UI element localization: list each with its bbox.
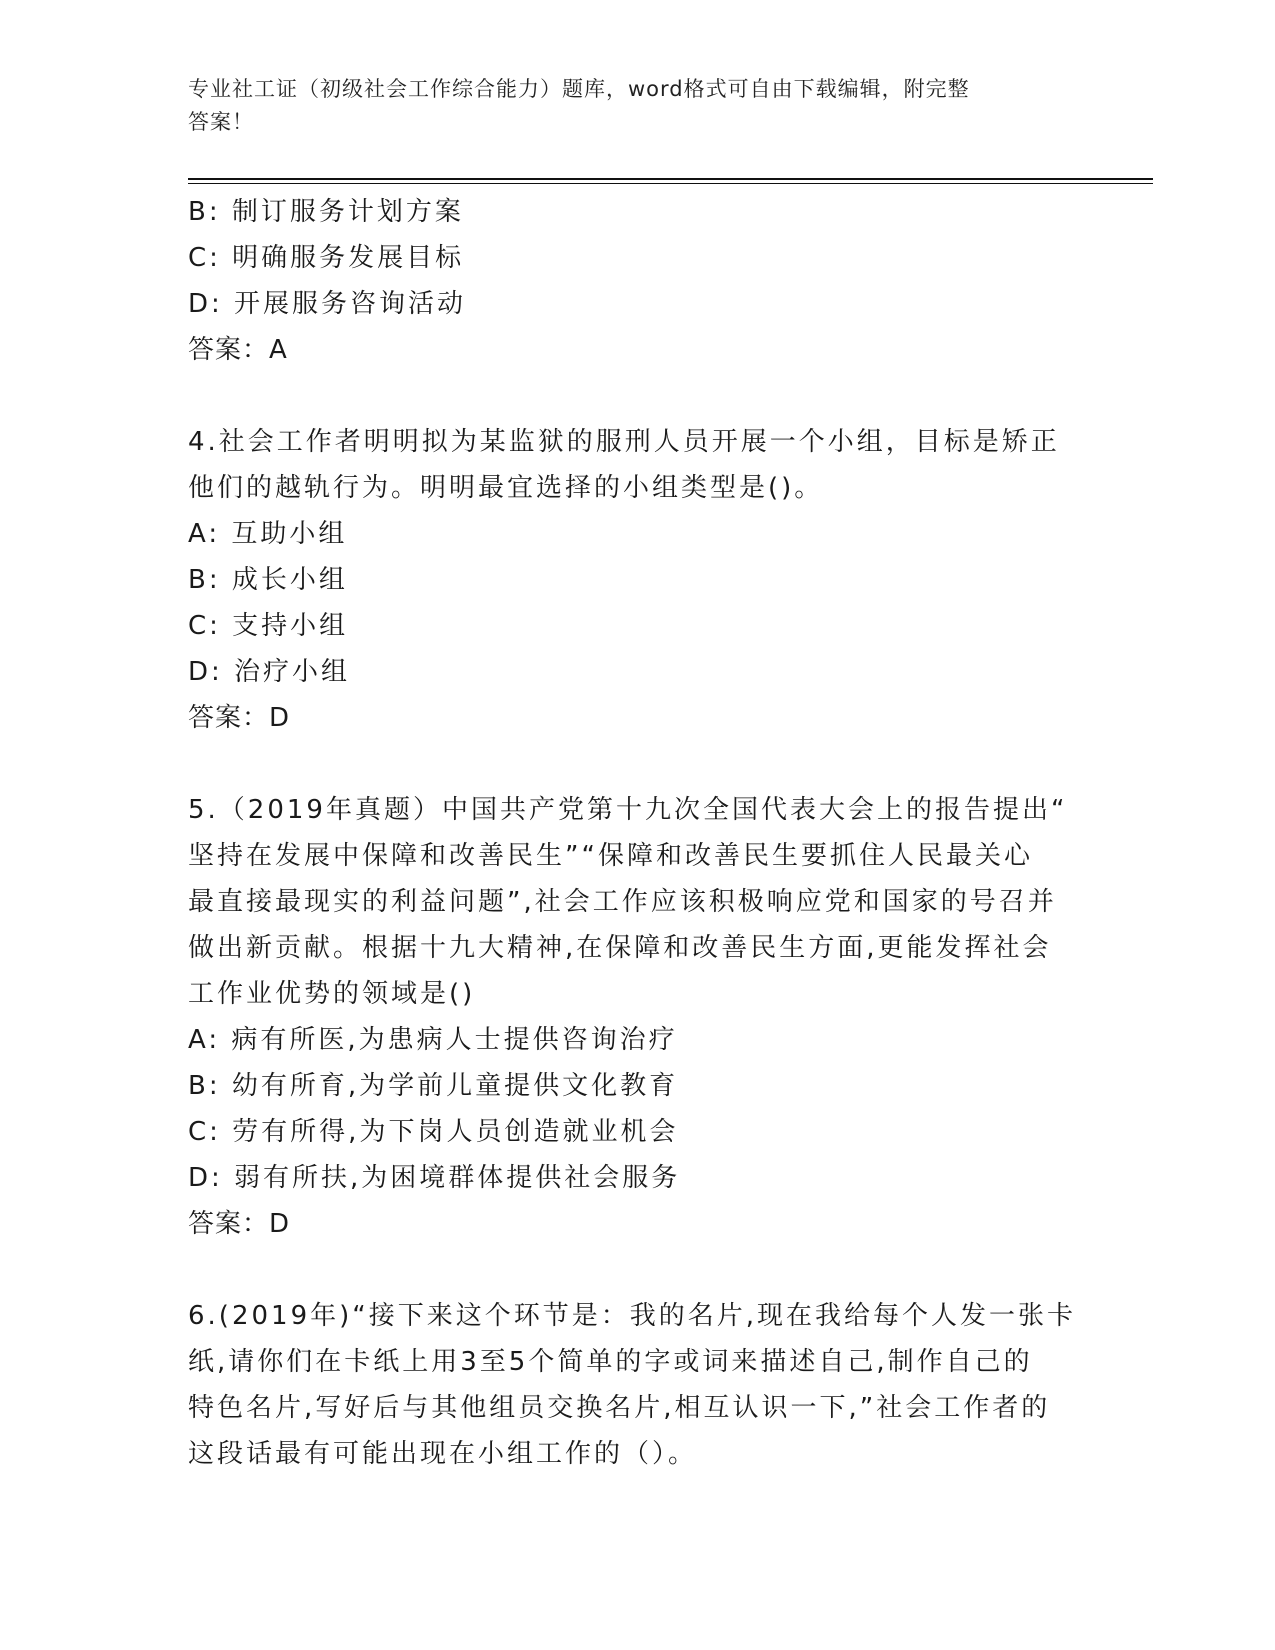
q3-option-d: D: 开展服务咨询活动 [188, 289, 467, 319]
spacer [188, 741, 1088, 787]
document-header [188, 73, 1068, 139]
q4-option-b: B: 成长小组 [188, 565, 348, 595]
q5-stem-line-5: 工作业优势的领域是() [188, 979, 476, 1009]
header-rule-thin [188, 183, 1153, 184]
q4-option-c: C: 支持小组 [188, 611, 349, 641]
header-rule-thick [188, 178, 1153, 180]
q3-option-c: C: 明确服务发展目标 [188, 243, 465, 273]
header-line-1: 专业社工证（初级社会工作综合能力）题库，word格式可自由下载编辑，附完整 [188, 77, 970, 101]
q5-option-c: C: 劳有所得,为下岗人员创造就业机会 [188, 1117, 679, 1147]
header-line-2: 答案！ [188, 110, 254, 134]
q6-stem-line-4: 这段话最有可能出现在小组工作的（）。 [188, 1439, 698, 1469]
q5-option-d: D: 弱有所扶,为困境群体提供社会服务 [188, 1163, 681, 1193]
q3-answer: 答案：A [188, 335, 288, 365]
q6-stem-line-3: 特色名片,写好后与其他组员交换名片,相互认识一下,”社会工作者的 [188, 1393, 1051, 1423]
q6-stem-line-2: 纸,请你们在卡纸上用3至5个简单的字或词来描述自己,制作自己的 [188, 1347, 1033, 1377]
spacer [188, 1247, 1088, 1293]
q5-stem-line-4: 做出新贡献。根据十九大精神,在保障和改善民生方面,更能发挥社会 [188, 933, 1052, 963]
q5-option-b: B: 幼有所育,为学前儿童提供文化教育 [188, 1071, 679, 1101]
q3-option-b: B: 制订服务计划方案 [188, 197, 464, 227]
q5-answer: 答案：D [188, 1209, 291, 1239]
q5-stem-line-2: 坚持在发展中保障和改善民生”“保障和改善民生要抓住人民最关心 [188, 841, 1033, 871]
spacer [188, 373, 1088, 419]
q4-option-d: D: 治疗小组 [188, 657, 351, 687]
q5-stem-line-3: 最直接最现实的利益问题”,社会工作应该积极响应党和国家的号召并 [188, 887, 1057, 917]
q4-stem-line-2: 他们的越轨行为。明明最宜选择的小组类型是()。 [188, 473, 824, 503]
q6-stem-line-1: 6.(2019年)“接下来这个环节是：我的名片,现在我给每个人发一张卡 [188, 1301, 1076, 1331]
q4-option-a: A: 互助小组 [188, 519, 348, 549]
q5-stem-line-1: 5.（2019年真题）中国共产党第十九次全国代表大会上的报告提出“ [188, 795, 1068, 825]
q5-option-a: A: 病有所医,为患病人士提供咨询治疗 [188, 1025, 678, 1055]
q4-answer: 答案：D [188, 703, 291, 733]
question-content [188, 189, 1088, 1477]
q4-stem-line-1: 4.社会工作者明明拟为某监狱的服刑人员开展一个小组，目标是矫正 [188, 427, 1060, 457]
